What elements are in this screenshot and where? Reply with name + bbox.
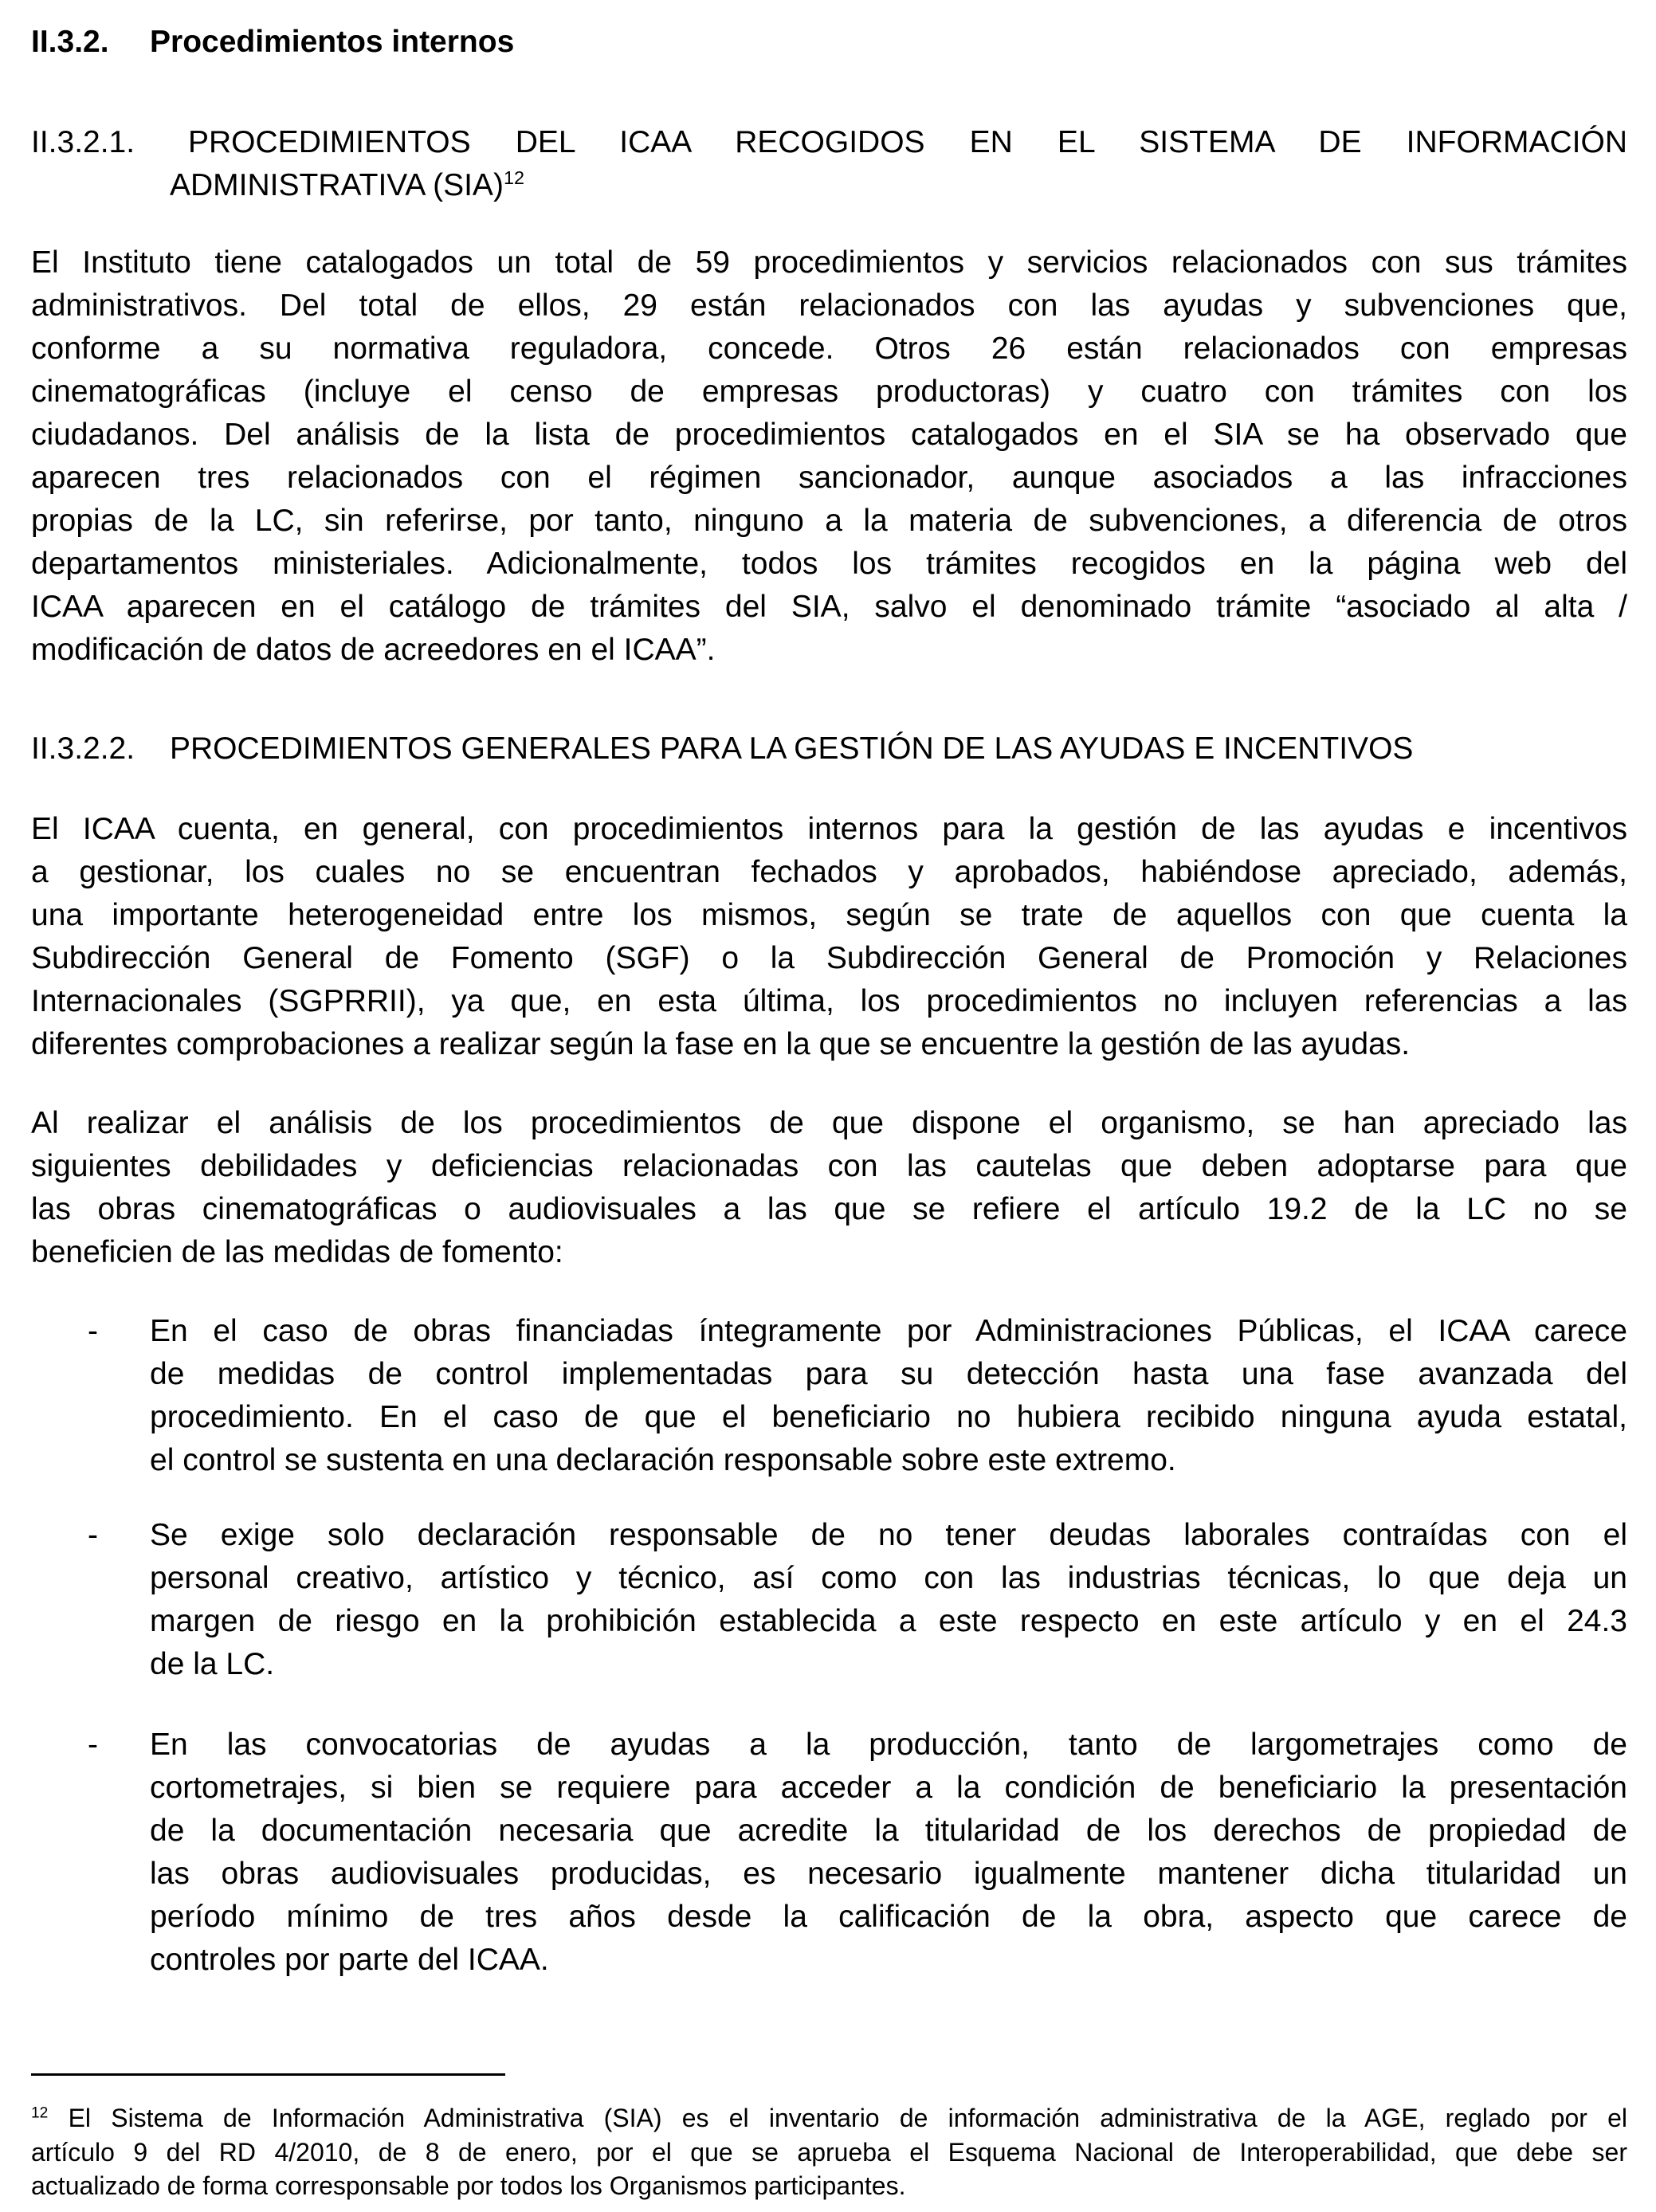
- text-line: El Instituto tiene catalogados un total de 59 procedimientos y servicios relacionados con sus trámites: [31, 245, 1627, 280]
- text-line: Subdirección General de Fomento (SGF) o la Subdirección General de Promoción y Relaciones: [31, 941, 1627, 975]
- text-line: de la LC.: [150, 1647, 275, 1681]
- text-line: Internacionales (SGPRRII), ya que, en esta última, los procedimientos no incluyen referencias a las: [31, 984, 1627, 1018]
- bullet-dash: -: [88, 1314, 98, 1348]
- text-line: de la documentación necesaria que acredite la titularidad de los derechos de propiedad de: [150, 1814, 1627, 1848]
- text-line: procedimiento. En el caso de que el beneficiario no hubiera recibido ninguna ayuda estatal,: [150, 1400, 1627, 1434]
- footnote-ref[interactable]: 12: [503, 167, 524, 188]
- footnote-separator: [31, 2073, 505, 2076]
- text-line: las obras audiovisuales producidas, es necesario igualmente mantener dicha titularidad un: [150, 1857, 1627, 1891]
- footnote-line: actualizado de forma corresponsable por todos los Organismos participantes.: [31, 2171, 906, 2200]
- footnote-text: El Sistema de Información Administrativa (SIA) es el inventario de información administrativa de la AGE, reglado por el: [68, 2104, 1628, 2132]
- subsection-heading-1: [31, 121, 1627, 207]
- footnote-number: 12: [31, 2104, 49, 2122]
- text-line: diferentes comprobaciones a realizar según la fase en la que se encuentre la gestión de las ayudas.: [31, 1027, 1411, 1061]
- text-line: a gestionar, los cuales no se encuentran fechados y aprobados, habiéndose apreciado, además,: [31, 855, 1627, 889]
- footnote-line: [31, 2101, 1627, 2136]
- bullet-dash: -: [88, 1518, 98, 1552]
- section-title: Procedimientos internos: [150, 25, 515, 59]
- text-line: aparecen tres relacionados con el régimen sancionador, aunque asociados a las infracciones: [31, 461, 1627, 495]
- text-line: siguientes debilidades y deficiencias relacionadas con las cautelas que deben adoptarse para que: [31, 1149, 1627, 1183]
- text-line: beneficien de las medidas de fomento:: [31, 1235, 563, 1269]
- subsection-title-line: PROCEDIMIENTOS DEL ICAA RECOGIDOS EN EL SISTEMA DE INFORMACIÓN: [188, 125, 1627, 159]
- subsection-number: II.3.2.1.: [31, 125, 135, 159]
- subsection-title-line: [31, 728, 1627, 771]
- section-heading: [31, 21, 1627, 64]
- text-line: las obras cinematográficas o audiovisuales a las que se refiere el artículo 19.2 de la LC no se: [31, 1192, 1627, 1226]
- text-line: controles por parte del ICAA.: [150, 1943, 549, 1977]
- text-line: En el caso de obras financiadas íntegramente por Administraciones Públicas, el ICAA carece: [150, 1314, 1627, 1348]
- bullet-dash: -: [88, 1728, 98, 1762]
- bullet-text: [150, 1724, 1627, 1982]
- text-line: personal creativo, artístico y técnico, así como con las industrias técnicas, lo que deja un: [150, 1561, 1627, 1595]
- subsection-title-text: PROCEDIMIENTOS GENERALES PARA LA GESTIÓN DE LAS AYUDAS E INCENTIVOS: [170, 731, 1414, 766]
- bullet-text: [150, 1310, 1627, 1482]
- bullet-text: [150, 1514, 1627, 1686]
- text-line: propias de la LC, sin referirse, por tanto, ninguno a la materia de subvenciones, a diferencia de otros: [31, 504, 1627, 538]
- text-line: ICAA aparecen en el catálogo de trámites del SIA, salvo el denominado trámite “asociado al alta /: [31, 590, 1627, 624]
- text-line: cinematográficas (incluye el censo de empresas productoras) y cuatro con trámites con los: [31, 375, 1627, 409]
- text-line: de medidas de control implementadas para su detección hasta una fase avanzada del: [150, 1357, 1627, 1391]
- subsection-title-line: [170, 164, 1627, 207]
- paragraph-3: [31, 1102, 1627, 1274]
- text-line: Se exige solo declaración responsable de no tener deudas laborales contraídas con el: [150, 1518, 1627, 1552]
- text-line: El ICAA cuenta, en general, con procedimientos internos para la gestión de las ayudas e incentivos: [31, 812, 1627, 846]
- text-line: una importante heterogeneidad entre los mismos, según se trate de aquellos con que cuenta la: [31, 898, 1627, 932]
- text-line: el control se sustenta en una declaración responsable sobre este extremo.: [150, 1443, 1176, 1477]
- section-number: II.3.2.: [31, 25, 109, 59]
- text-line: cortometrajes, si bien se requiere para acceder a la condición de beneficiario la presentación: [150, 1771, 1627, 1805]
- subsection-number: II.3.2.2.: [31, 731, 135, 766]
- footnote: [31, 2101, 1627, 2203]
- text-line: departamentos ministeriales. Adicionalmente, todos los trámites recogidos en la página web del: [31, 547, 1627, 581]
- subsection-heading-2: [31, 728, 1627, 771]
- paragraph-1: [31, 241, 1627, 672]
- text-line: Al realizar el análisis de los procedimientos de que dispone el organismo, se han apreciado las: [31, 1106, 1627, 1140]
- footnote-line: artículo 9 del RD 4/2010, de 8 de enero, por el que se aprueba el Esquema Nacional de Interoperabilidad, que debe ser: [31, 2137, 1627, 2167]
- text-line: conforme a su normativa reguladora, concede. Otros 26 están relacionados con empresas: [31, 331, 1627, 366]
- subsection-title-text: ADMINISTRATIVA (SIA): [170, 168, 504, 202]
- text-line: ciudadanos. Del análisis de la lista de procedimientos catalogados en el SIA se ha observado que: [31, 418, 1627, 452]
- text-line: período mínimo de tres años desde la calificación de la obra, aspecto que carece de: [150, 1900, 1627, 1934]
- text-line: administrativos. Del total de ellos, 29 están relacionados con las ayudas y subvenciones que,: [31, 288, 1627, 323]
- paragraph-2: [31, 808, 1627, 1066]
- text-line: modificación de datos de acreedores en el ICAA”.: [31, 633, 716, 667]
- text-line: margen de riesgo en la prohibición establecida a este respecto en este artículo y en el 24.3: [150, 1604, 1627, 1638]
- text-line: En las convocatorias de ayudas a la producción, tanto de largometrajes como de: [150, 1728, 1627, 1762]
